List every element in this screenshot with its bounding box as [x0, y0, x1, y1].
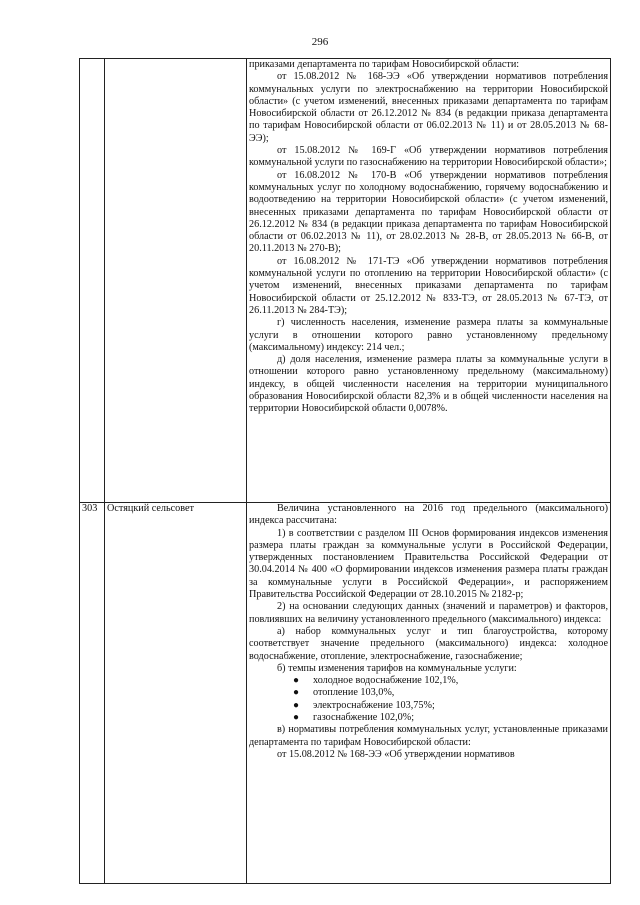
table-row — [80, 59, 611, 503]
paragraph: от 15.08.2012 № 168-ЭЭ «Об утверждении нормативов потребления коммунальных услуги по электроснабжению на территории Новосибирской области» (с учетом изменений, внесенных приказами департамента по тарифам Новосибирской области от 26.12.2012 № 834 (в редакции приказа департамента по тарифам Новосибирской области от 06.02.2013 № 11) и от 28.05.2013 № 68-ЭЭ); — [249, 71, 608, 144]
paragraph: приказами департамента по тарифам Новосибирской области: — [249, 59, 520, 70]
municipality-name-cell: Остяцкий сельсовет — [105, 503, 247, 884]
paragraph: в) нормативы потребления коммунальных услуг, установленные приказами департамента по тарифам Новосибирской области: — [249, 724, 608, 748]
description-cell — [247, 503, 611, 884]
list-item — [249, 675, 608, 687]
paragraph: от 15.08.2012 № 169-Г «Об утверждении нормативов потребления коммунальной услуги по газоснабжению на территории Новосибирской области»; — [249, 145, 608, 169]
paragraph: г) численность населения, изменение размера платы за коммунальные услуги в отношении которого равно установленному предельному (максимальному) индексу: 214 чел.; — [249, 317, 608, 353]
list-item — [249, 712, 608, 724]
paragraph: а) набор коммунальных услуг и тип благоустройства, которому соответствует значение предельного (максимального) индекса: холодное водоснабжение, отопление, электроснабжение, газоснабжение; — [249, 625, 608, 662]
paragraph: 2) на основании следующих данных (значений и параметров) и факторов, повлиявших на величину установленного предельного (максимального) индекса: — [249, 601, 608, 625]
bullet-icon: ● — [293, 675, 300, 687]
bullet-icon: ● — [293, 687, 300, 699]
list-item — [249, 700, 608, 712]
paragraph: Величина установленного на 2016 год предельного (максимального) индекса рассчитана: — [249, 503, 608, 527]
paragraph: д) доля населения, изменение размера платы за коммунальные услуги в отношении которого равно установленному предельному (максимальному) индексу, в общей численности населения на территории муниципального образования Новосибирской области 82,3% и в общей численности населения на территории Новосибирской области 0,0078%. — [249, 354, 608, 415]
tariff-text: холодное водоснабжение 102,1%, — [313, 675, 459, 687]
list-item — [249, 687, 608, 699]
tariff-text: отопление 103,0%, — [313, 687, 395, 699]
row-number-cell: 303 — [80, 503, 105, 884]
paragraph: от 15.08.2012 № 168-ЭЭ «Об утверждении нормативов — [277, 748, 515, 760]
municipality-name-cell — [105, 59, 247, 503]
bullet-icon: ● — [293, 699, 300, 711]
tariff-table — [79, 58, 611, 884]
tariff-text: электроснабжение 103,75%; — [313, 699, 435, 711]
bullet-icon: ● — [293, 712, 300, 724]
table-row — [80, 503, 611, 884]
paragraph: от 16.08.2012 № 171-ТЭ «Об утверждении нормативов потребления коммунальной услуги по отоплению на территории Новосибирской области» (с учетом изменений, внесенных приказами департамента по тарифам Новосибирской области от 25.12.2012 № 833-ТЭ, от 28.05.2013 № 67-ТЭ, от 26.11.2013 № 284-ТЭ); — [249, 255, 608, 316]
paragraph: от 16.08.2012 № 170-В «Об утверждении нормативов потребления коммунальных услуг по холодному водоснабжению, горячему водоснабжению и водоотведению на территории Новосибирской области» (с учетом изменений, внесенных приказами департамента по тарифам Новосибирской области от 26.12.2012 № 834 (в редакции приказа департамента по тарифам Новосибирской области от 06.02.2013 № 11), от 28.02.2013 № 28-В, от 28.05.2013 № 66-В, от 20.11.2013 № 270-В); — [249, 169, 608, 255]
tariff-text: газоснабжение 102,0%; — [313, 712, 415, 724]
paragraph: б) темпы изменения тарифов на коммунальные услуги: — [277, 662, 517, 674]
description-cell — [247, 59, 611, 503]
page-number: 296 — [311, 36, 329, 48]
row-number-cell — [80, 59, 105, 503]
paragraph: 1) в соответствии с разделом III Основ формирования индексов изменения размера платы граждан за коммунальные услуги в Российской Федерации, утвержденных постановлением Правительства Российской Федерации от 30.04.2014 № 400 «О формировании индексов изменения размера платы граждан за коммунальные услуги в Российской Федерации», и распоряжением Правительства Российской Федерации от 28.10.2015 № 2182-р; — [249, 527, 608, 601]
tariff-list — [249, 675, 608, 724]
